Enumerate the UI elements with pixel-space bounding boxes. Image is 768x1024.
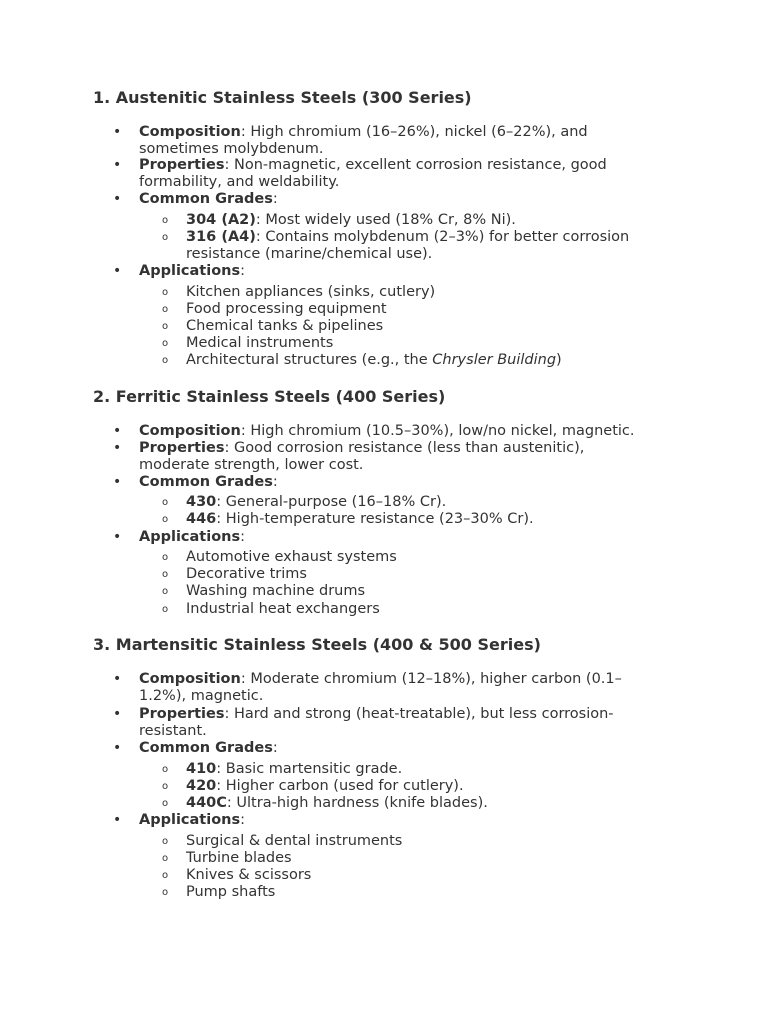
grade-item: 420: Higher carbon (used for cutlery). bbox=[186, 778, 464, 794]
grade-code: 440C bbox=[186, 795, 227, 811]
properties-line bbox=[139, 440, 584, 457]
composition-text: : High chromium (10.5–30%), low/no nickel, magnetic. bbox=[240, 423, 635, 439]
applications-label: Applications bbox=[139, 812, 241, 828]
properties-text-cont: resistant. bbox=[139, 723, 207, 739]
section-title: 1. Austenitic Stainless Steels (300 Series) bbox=[93, 88, 472, 107]
composition-text: : Moderate chromium (12–18%), higher carbon (0.1– bbox=[240, 671, 622, 687]
bullet-icon: • bbox=[113, 474, 122, 490]
application-item: Turbine blades bbox=[186, 850, 292, 866]
grade-item: 410: Basic martensitic grade. bbox=[186, 761, 403, 777]
section-title: 2. Ferritic Stainless Steels (400 Series) bbox=[93, 387, 446, 406]
applications-label: Applications bbox=[139, 263, 241, 279]
grades-label: Common Grades bbox=[139, 191, 273, 207]
grade-item: 304 (A2): Most widely used (18% Cr, 8% Ni). bbox=[186, 212, 516, 228]
grade-code: 420 bbox=[186, 778, 217, 794]
composition-text: : High chromium (16–26%), nickel (6–22%), and bbox=[240, 124, 588, 140]
sub-bullet-icon: o bbox=[162, 798, 169, 809]
bullet-icon: • bbox=[113, 440, 122, 456]
application-item: Pump shafts bbox=[186, 884, 276, 900]
grade-item: 440C: Ultra-high hardness (knife blades). bbox=[186, 795, 488, 811]
bullet-icon: • bbox=[113, 529, 122, 545]
properties-text: : Hard and strong (heat-treatable), but less corrosion- bbox=[224, 706, 614, 722]
composition-text-cont: 1.2%), magnetic. bbox=[139, 688, 264, 704]
application-item: Surgical & dental instruments bbox=[186, 833, 403, 849]
application-item: Decorative trims bbox=[186, 566, 307, 582]
properties-text: : Good corrosion resistance (less than austenitic), bbox=[224, 440, 585, 456]
grade-code: 304 (A2) bbox=[186, 212, 256, 228]
grade-code: 446 bbox=[186, 511, 217, 527]
sub-bullet-icon: o bbox=[162, 764, 169, 775]
properties-text: : Non-magnetic, excellent corrosion resistance, good bbox=[224, 157, 607, 173]
bullet-icon: • bbox=[113, 740, 122, 756]
grades-heading: Common Grades: bbox=[139, 191, 278, 207]
bullet-icon: • bbox=[113, 263, 122, 279]
composition-label: Composition bbox=[139, 124, 241, 140]
applications-label: Applications bbox=[139, 529, 241, 545]
bullet-icon: • bbox=[113, 124, 122, 140]
grade-item: 430: General-purpose (16–18% Cr). bbox=[186, 494, 447, 510]
properties-label: Properties bbox=[139, 157, 225, 173]
sub-bullet-icon: o bbox=[162, 304, 169, 315]
application-item: Washing machine drums bbox=[186, 583, 366, 599]
grade-item: 316 (A4): Contains molybdenum (2–3%) for better corrosion bbox=[186, 229, 630, 245]
application-item: Food processing equipment bbox=[186, 301, 387, 317]
sub-bullet-icon: o bbox=[162, 497, 169, 508]
sub-bullet-icon: o bbox=[162, 321, 169, 332]
sub-bullet-icon: o bbox=[162, 887, 169, 898]
properties-line bbox=[139, 706, 614, 723]
properties-label: Properties bbox=[139, 706, 225, 722]
composition-line bbox=[139, 671, 622, 688]
grades-label: Common Grades bbox=[139, 740, 273, 756]
grades-heading: Common Grades: bbox=[139, 740, 278, 756]
bullet-icon: • bbox=[113, 157, 122, 173]
application-item: Automotive exhaust systems bbox=[186, 549, 397, 565]
application-item: Industrial heat exchangers bbox=[186, 601, 380, 617]
composition-label: Composition bbox=[139, 423, 241, 439]
composition-line bbox=[139, 423, 635, 440]
sub-bullet-icon: o bbox=[162, 781, 169, 792]
sub-bullet-icon: o bbox=[162, 853, 169, 864]
bullet-icon: • bbox=[113, 671, 122, 687]
sub-bullet-icon: o bbox=[162, 514, 169, 525]
grades-label: Common Grades bbox=[139, 474, 273, 490]
sub-bullet-icon: o bbox=[162, 338, 169, 349]
applications-heading: Applications: bbox=[139, 812, 246, 828]
properties-label: Properties bbox=[139, 440, 225, 456]
sub-bullet-icon: o bbox=[162, 232, 169, 243]
applications-heading: Applications: bbox=[139, 263, 246, 279]
grades-heading: Common Grades: bbox=[139, 474, 278, 490]
bullet-icon: • bbox=[113, 423, 122, 439]
application-item: Medical instruments bbox=[186, 335, 334, 351]
sub-bullet-icon: o bbox=[162, 870, 169, 881]
grade-code: 410 bbox=[186, 761, 217, 777]
properties-text-cont: moderate strength, lower cost. bbox=[139, 457, 364, 473]
section-title: 3. Martensitic Stainless Steels (400 & 500 Series) bbox=[93, 635, 541, 654]
properties-line bbox=[139, 157, 607, 174]
bullet-icon: • bbox=[113, 812, 122, 828]
application-item: Chemical tanks & pipelines bbox=[186, 318, 384, 334]
sub-bullet-icon: o bbox=[162, 604, 169, 615]
properties-text-cont: formability, and weldability. bbox=[139, 174, 340, 190]
bullet-icon: • bbox=[113, 191, 122, 207]
bullet-icon: • bbox=[113, 706, 122, 722]
application-item: Knives & scissors bbox=[186, 867, 312, 883]
sub-bullet-icon: o bbox=[162, 569, 169, 580]
sub-bullet-icon: o bbox=[162, 552, 169, 563]
application-item: Kitchen appliances (sinks, cutlery) bbox=[186, 284, 436, 300]
grade-item: 446: High-temperature resistance (23–30% Cr). bbox=[186, 511, 534, 527]
sub-bullet-icon: o bbox=[162, 355, 169, 366]
grade-code: 430 bbox=[186, 494, 217, 510]
applications-heading: Applications: bbox=[139, 529, 246, 545]
sub-bullet-icon: o bbox=[162, 215, 169, 226]
sub-bullet-icon: o bbox=[162, 836, 169, 847]
grade-code: 316 (A4) bbox=[186, 229, 256, 245]
italic-building-name: Chrysler Building bbox=[432, 352, 557, 368]
composition-line bbox=[139, 124, 588, 141]
sub-bullet-icon: o bbox=[162, 586, 169, 597]
application-item: Architectural structures (e.g., the Chrysler Building) bbox=[186, 352, 562, 368]
sub-bullet-icon: o bbox=[162, 287, 169, 298]
composition-text-cont: sometimes molybdenum. bbox=[139, 141, 324, 157]
composition-label: Composition bbox=[139, 671, 241, 687]
grade-item-cont: resistance (marine/chemical use). bbox=[186, 246, 433, 262]
